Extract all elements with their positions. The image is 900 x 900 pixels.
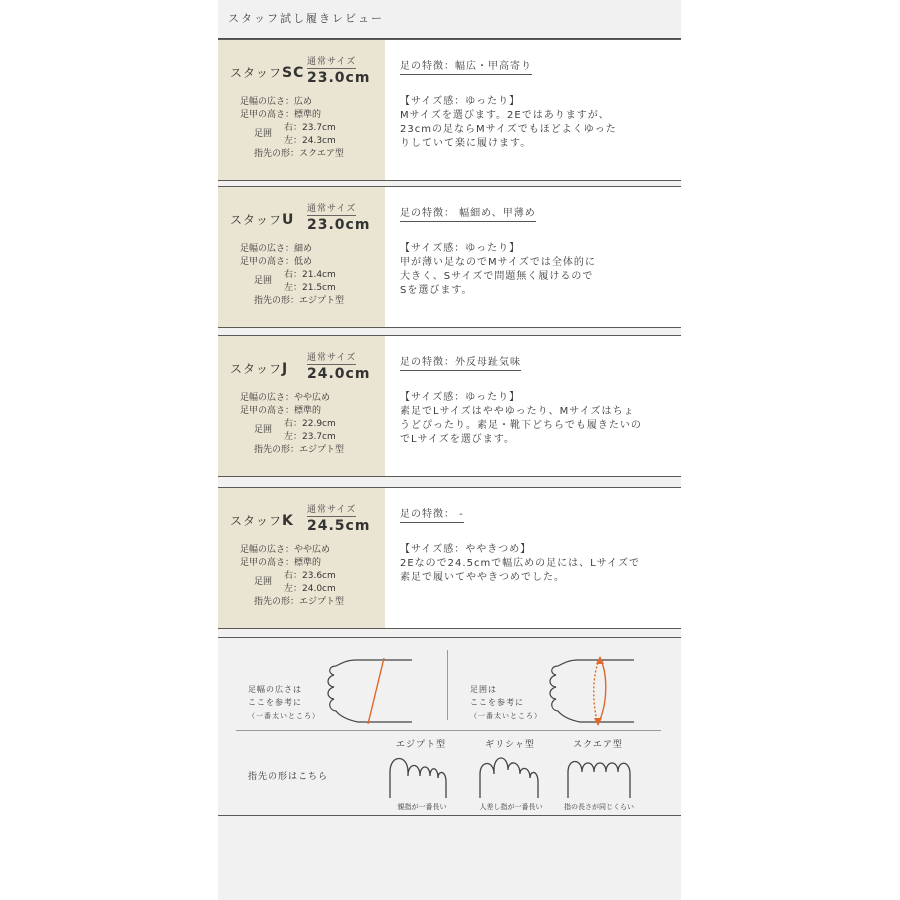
instep-value: 標準的 xyxy=(294,406,322,416)
usual-size-value: 23.0cm xyxy=(307,217,371,233)
foot-feature: 足の特徴： 幅細め、甲薄め xyxy=(400,204,536,222)
staff-info xyxy=(218,187,385,327)
toe-shape-value: エジプト型 xyxy=(299,445,345,455)
girth-guide-text: 足囲は ここを参考に （一番太いところ） xyxy=(470,685,542,720)
girth: 足囲 右：23.7cm 左：24.3cm xyxy=(254,123,336,146)
girth: 足囲 右：23.6cm 左：24.0cm xyxy=(254,571,336,594)
guide-divider xyxy=(447,650,448,720)
usual-size-value: 24.0cm xyxy=(307,366,371,382)
staff-card-u xyxy=(218,186,681,328)
toe-shape-value: エジプト型 xyxy=(299,296,345,306)
girth-right: 23.6cm xyxy=(302,571,336,581)
toe-greek-note: 人差し指が一番長い xyxy=(479,803,543,811)
toe-shape-value: エジプト型 xyxy=(299,597,345,607)
instep-value: 標準的 xyxy=(294,110,322,120)
egyptian-toe-icon xyxy=(388,752,456,800)
staff-name: スタッフSC xyxy=(230,65,305,81)
foot-feature: 足の特徴：外反母趾気味 xyxy=(400,353,521,371)
girth-left: 24.3cm xyxy=(302,136,336,146)
review-body: 素足でLサイズはややゆったり、Mサイズはちょ うどぴったり。素足・靴下どちらでも履きたいの でLサイズを選びます。 xyxy=(400,406,642,445)
girth-right: 23.7cm xyxy=(302,123,336,133)
review-title: 【サイズ感：ややきつめ】 xyxy=(400,544,532,555)
width-value: 広め xyxy=(294,97,313,107)
width-value: やや広め xyxy=(294,545,331,555)
toe-egyptian-note: 親指が一番長い xyxy=(397,803,447,811)
size-review xyxy=(400,242,660,298)
foot-girth-illustration xyxy=(548,654,638,728)
review-body: Mサイズを選びます。2Eではありますが、 23cmの足ならMサイズでもほどよくゆった りしていて楽に履けます。 xyxy=(400,110,617,149)
girth: 足囲 右：22.9cm 左：23.7cm xyxy=(254,419,336,442)
review-title: 【サイズ感：ゆったり】 xyxy=(400,96,521,107)
foot-feature: 足の特徴： - xyxy=(400,505,464,523)
staff-name: スタッフK xyxy=(230,513,294,529)
width-value: 細め xyxy=(294,244,313,254)
foot-specs: 足幅の広さ：細め 足甲の高さ：低め 足囲 右：21.4cm 左：21.5cm 指先の形：エジプト型 xyxy=(240,244,345,306)
instep-value: 標準的 xyxy=(294,558,322,568)
review-panel xyxy=(218,0,681,900)
girth-right: 21.4cm xyxy=(302,270,336,280)
staff-name: スタッフU xyxy=(230,212,295,228)
square-toe-icon xyxy=(566,752,634,800)
foot-specs: 足幅の広さ：やや広め 足甲の高さ：標準的 足囲 右：22.9cm 左：23.7cm 指先の形：エジプト型 xyxy=(240,393,345,455)
width-value: やや広め xyxy=(294,393,331,403)
usual-size-value: 23.0cm xyxy=(307,70,371,86)
greek-toe-icon xyxy=(478,752,546,800)
toe-shape-title: 指先の形はこちら xyxy=(248,772,329,782)
girth-right: 22.9cm xyxy=(302,419,336,429)
toe-shape-value: スクエア型 xyxy=(299,149,344,159)
toe-greek-label: ギリシャ型 xyxy=(485,740,535,750)
staff-card-j xyxy=(218,335,681,477)
staff-info xyxy=(218,488,385,628)
foot-width-illustration xyxy=(326,654,416,728)
foot-specs: 足幅の広さ：広め 足甲の高さ：標準的 足囲 右：23.7cm 左：24.3cm 指先の形：スクエア型 xyxy=(240,97,344,159)
usual-size-label: 通常サイズ xyxy=(307,201,356,216)
measurement-guide xyxy=(218,637,681,816)
review-title: 【サイズ感：ゆったり】 xyxy=(400,392,521,403)
girth-left: 21.5cm xyxy=(302,283,336,293)
review-body: 2Eなので24.5cmで幅広めの足には、Lサイズで 素足で履いてややきつめでした。 xyxy=(400,558,640,583)
header xyxy=(218,0,681,39)
staff-card-sc xyxy=(218,39,681,181)
size-review xyxy=(400,391,660,447)
girth-left: 24.0cm xyxy=(302,584,336,594)
page-title: スタッフ試し履きレビュー xyxy=(228,12,384,25)
staff-card-k xyxy=(218,487,681,629)
girth-left: 23.7cm xyxy=(302,432,336,442)
usual-size-value: 24.5cm xyxy=(307,518,371,534)
instep-value: 低め xyxy=(294,257,313,267)
staff-info xyxy=(218,336,385,476)
foot-specs: 足幅の広さ：やや広め 足甲の高さ：標準的 足囲 右：23.6cm 左：24.0cm 指先の形：エジプト型 xyxy=(240,545,345,607)
review-title: 【サイズ感：ゆったり】 xyxy=(400,243,521,254)
guide-separator xyxy=(236,730,661,731)
toe-egyptian-label: エジプト型 xyxy=(395,740,446,750)
girth: 足囲 右：21.4cm 左：21.5cm xyxy=(254,270,336,293)
toe-square-note: 指の長さが同じくらい xyxy=(564,803,634,811)
usual-size-label: 通常サイズ xyxy=(307,54,356,69)
staff-info xyxy=(218,40,385,180)
width-guide-text: 足幅の広さは ここを参考に （一番太いところ） xyxy=(248,685,320,720)
size-review xyxy=(400,543,660,585)
staff-name: スタッフJ xyxy=(230,361,289,377)
size-review xyxy=(400,95,660,151)
foot-feature: 足の特徴：幅広・甲高寄り xyxy=(400,57,532,75)
review-body: 甲が薄い足なのでMサイズでは全体的に 大きく、Sサイズで問題無く履けるので Sを選びます。 xyxy=(400,257,596,296)
usual-size-label: 通常サイズ xyxy=(307,350,356,365)
usual-size-label: 通常サイズ xyxy=(307,502,356,517)
toe-square-label: スクエア型 xyxy=(573,740,623,750)
